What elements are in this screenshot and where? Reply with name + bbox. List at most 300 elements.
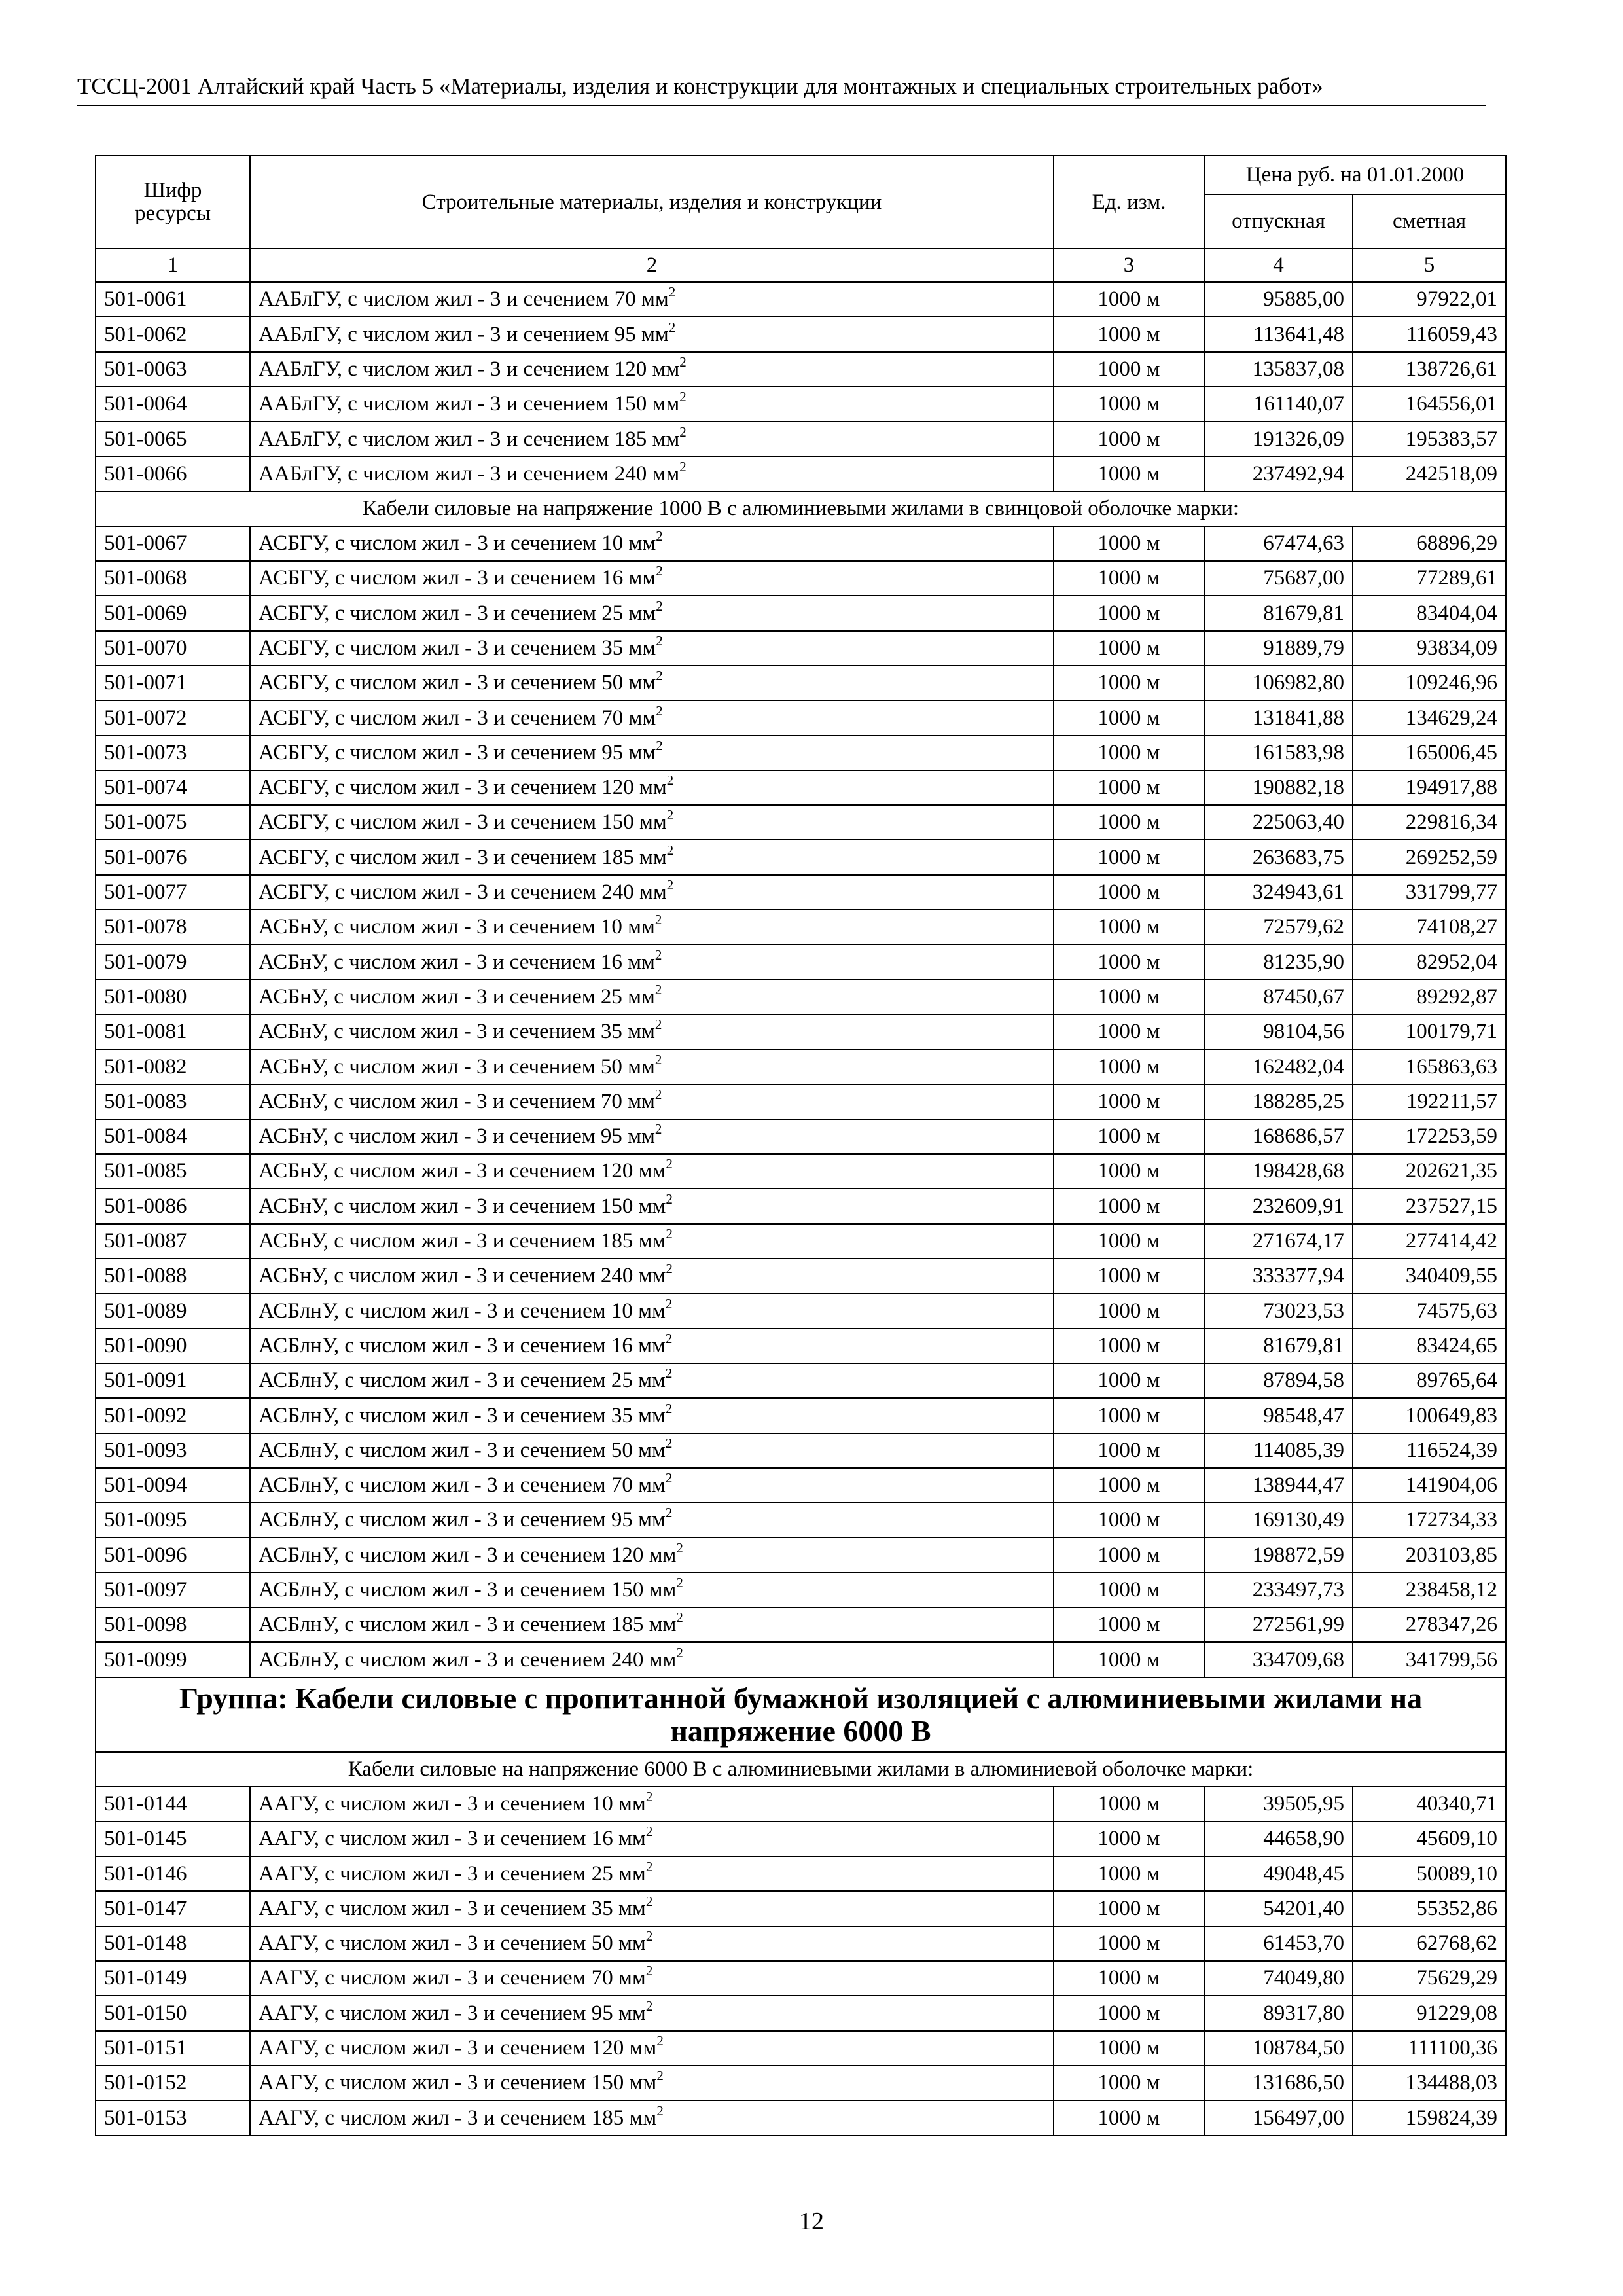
- unit-superscript: 2: [666, 877, 674, 893]
- resource-name: [250, 2031, 1054, 2066]
- table-row: [96, 561, 1506, 596]
- resource-name-text: АСБГУ, с числом жил - 3 и сечением 150 мм: [259, 810, 667, 834]
- estimate-price: 100649,83: [1353, 1398, 1506, 1433]
- table-row: [96, 805, 1506, 840]
- table-row: [96, 1014, 1506, 1049]
- resource-name-text: АСБнУ, с числом жил - 3 и сечением 10 мм: [259, 915, 655, 939]
- resource-name-text: ААБлГУ, с числом жил - 3 и сечением 95 мм: [259, 322, 669, 346]
- unit-superscript: 2: [656, 528, 663, 545]
- estimate-price: 141904,06: [1353, 1468, 1506, 1503]
- unit-of-measure: 1000 м: [1054, 1821, 1204, 1856]
- unit-superscript: 2: [654, 1121, 662, 1138]
- release-price: 271674,17: [1204, 1224, 1353, 1259]
- estimate-price: 229816,34: [1353, 805, 1506, 840]
- resource-code: 501-0090: [96, 1329, 250, 1363]
- estimate-price: 340409,55: [1353, 1259, 1506, 1293]
- unit-superscript: 2: [666, 1226, 673, 1242]
- resource-name: [250, 596, 1054, 630]
- resource-name-text: ААГУ, с числом жил - 3 и сечением 120 мм: [259, 2036, 657, 2060]
- group-heading: Группа: Кабели силовые с пропитанной бумажной изоляцией с алюминиевыми жилами на напряжение 6000 В: [96, 1677, 1506, 1752]
- table-row: [96, 1224, 1506, 1259]
- unit-superscript: 2: [665, 1400, 673, 1416]
- unit-of-measure: 1000 м: [1054, 2100, 1204, 2135]
- resource-name: [250, 1014, 1054, 1049]
- unit-of-measure: 1000 м: [1054, 1503, 1204, 1537]
- unit-superscript: 2: [654, 946, 662, 963]
- resource-name: [250, 387, 1054, 422]
- resource-code: 501-0068: [96, 561, 250, 596]
- estimate-price: 138726,61: [1353, 352, 1506, 387]
- unit-of-measure: 1000 м: [1054, 980, 1204, 1014]
- unit-superscript: 2: [668, 319, 676, 335]
- resource-name-text: ААГУ, с числом жил - 3 и сечением 25 мм: [259, 1861, 646, 1886]
- unit-superscript: 2: [666, 807, 674, 823]
- resource-name-text: АСБлнУ, с числом жил - 3 и сечением 25 мм: [259, 1369, 666, 1393]
- estimate-price: 82952,04: [1353, 944, 1506, 979]
- release-price: 61453,70: [1204, 1926, 1353, 1961]
- table-row: [96, 1996, 1506, 2030]
- release-price: 138944,47: [1204, 1468, 1353, 1503]
- resource-name: [250, 282, 1054, 317]
- table-row: [96, 875, 1506, 910]
- col-number: 2: [250, 249, 1054, 282]
- unit-of-measure: 1000 м: [1054, 631, 1204, 666]
- resource-code: 501-0077: [96, 875, 250, 910]
- table-header: [96, 156, 1506, 282]
- page-header: ТССЦ-2001 Алтайский край Часть 5 «Материалы, изделия и конструкции для монтажных и специальных строительных работ»: [77, 71, 1486, 106]
- resource-code: 501-0069: [96, 596, 250, 630]
- table-row: [96, 2066, 1506, 2100]
- release-price: 54201,40: [1204, 1891, 1353, 1926]
- resource-code: 501-0091: [96, 1363, 250, 1398]
- table-row: [96, 1363, 1506, 1398]
- resource-name-text: АСБлнУ, с числом жил - 3 и сечением 10 мм: [259, 1299, 666, 1323]
- resource-name: [250, 1398, 1054, 1433]
- table-row: [96, 1891, 1506, 1926]
- estimate-price: 242518,09: [1353, 456, 1506, 491]
- estimate-price: 91229,08: [1353, 1996, 1506, 2030]
- resource-name: [250, 456, 1054, 491]
- resource-name: [250, 1891, 1054, 1926]
- resource-code: 501-0074: [96, 770, 250, 805]
- unit-of-measure: 1000 м: [1054, 526, 1204, 561]
- table-row: [96, 282, 1506, 317]
- table-row: [96, 2031, 1506, 2066]
- estimate-price: 100179,71: [1353, 1014, 1506, 1049]
- resource-name-text: ААГУ, с числом жил - 3 и сечением 150 мм: [259, 2071, 657, 2095]
- unit-of-measure: 1000 м: [1054, 1573, 1204, 1607]
- estimate-price: 74108,27: [1353, 910, 1506, 944]
- resource-code: 501-0144: [96, 1787, 250, 1821]
- table-row: [96, 944, 1506, 979]
- release-price: 191326,09: [1204, 422, 1353, 456]
- resource-code: 501-0082: [96, 1049, 250, 1084]
- release-price: 188285,25: [1204, 1085, 1353, 1119]
- unit-superscript: 2: [665, 1435, 673, 1451]
- resource-code: 501-0062: [96, 317, 250, 351]
- unit-of-measure: 1000 м: [1054, 1961, 1204, 1996]
- estimate-price: 111100,36: [1353, 2031, 1506, 2066]
- col-header-name: Строительные материалы, изделия и конструкции: [250, 156, 1054, 249]
- resource-name: [250, 1787, 1054, 1821]
- release-price: 161583,98: [1204, 736, 1353, 770]
- unit-superscript: 2: [679, 389, 687, 405]
- resource-name: [250, 1363, 1054, 1398]
- resource-name: [250, 2066, 1054, 2100]
- unit-of-measure: 1000 м: [1054, 1537, 1204, 1572]
- resource-name: [250, 1085, 1054, 1119]
- release-price: 334709,68: [1204, 1642, 1353, 1677]
- estimate-price: 50089,10: [1353, 1856, 1506, 1891]
- unit-superscript: 2: [645, 1858, 653, 1874]
- estimate-price: 134629,24: [1353, 700, 1506, 735]
- unit-superscript: 2: [679, 458, 687, 475]
- release-price: 131841,88: [1204, 700, 1353, 735]
- estimate-price: 83404,04: [1353, 596, 1506, 630]
- unit-of-measure: 1000 м: [1054, 1468, 1204, 1503]
- resource-code: 501-0071: [96, 666, 250, 700]
- resource-name-text: АСБГУ, с числом жил - 3 и сечением 16 мм: [259, 566, 656, 590]
- resource-name-text: АСБГУ, с числом жил - 3 и сечением 10 мм: [259, 531, 656, 556]
- resource-code: 501-0096: [96, 1537, 250, 1572]
- release-price: 198428,68: [1204, 1154, 1353, 1189]
- unit-of-measure: 1000 м: [1054, 282, 1204, 317]
- resource-name-text: ААБлГУ, с числом жил - 3 и сечением 120 мм: [259, 357, 680, 381]
- unit-of-measure: 1000 м: [1054, 666, 1204, 700]
- resource-name-text: ААГУ, с числом жил - 3 и сечением 35 мм: [259, 1896, 646, 1920]
- table-row: [96, 1433, 1506, 1468]
- resource-name-text: ААГУ, с числом жил - 3 и сечением 70 мм: [259, 1966, 646, 1990]
- resource-name: [250, 770, 1054, 805]
- release-price: 162482,04: [1204, 1049, 1353, 1084]
- col-header-code: Шифр ресурсы: [96, 156, 250, 249]
- resource-price-table: [95, 155, 1507, 2136]
- resource-name: [250, 317, 1054, 351]
- resource-name-text: АСБнУ, с числом жил - 3 и сечением 35 мм: [259, 1020, 655, 1044]
- resource-code: 501-0151: [96, 2031, 250, 2066]
- estimate-price: 237527,15: [1353, 1189, 1506, 1223]
- table-row: [96, 1398, 1506, 1433]
- resource-code: 501-0098: [96, 1607, 250, 1642]
- resource-name: [250, 1926, 1054, 1961]
- table-row: [96, 736, 1506, 770]
- release-price: 75687,00: [1204, 561, 1353, 596]
- resource-code: 501-0079: [96, 944, 250, 979]
- release-price: 89317,80: [1204, 1996, 1353, 2030]
- resource-name: [250, 2100, 1054, 2135]
- resource-name-text: АСБнУ, с числом жил - 3 и сечением 150 мм: [259, 1194, 666, 1218]
- estimate-price: 165006,45: [1353, 736, 1506, 770]
- col-number: 3: [1054, 249, 1204, 282]
- subsection-heading-row: [96, 492, 1506, 526]
- table-row: [96, 1085, 1506, 1119]
- unit-superscript: 2: [679, 423, 687, 440]
- resource-code: 501-0078: [96, 910, 250, 944]
- unit-of-measure: 1000 м: [1054, 910, 1204, 944]
- unit-of-measure: 1000 м: [1054, 1119, 1204, 1154]
- release-price: 161140,07: [1204, 387, 1353, 422]
- resource-name: [250, 875, 1054, 910]
- resource-code: 501-0093: [96, 1433, 250, 1468]
- page-number: 12: [799, 2208, 824, 2235]
- estimate-price: 203103,85: [1353, 1537, 1506, 1572]
- unit-superscript: 2: [666, 1156, 673, 1172]
- resource-name-text: АСБнУ, с числом жил - 3 и сечением 95 мм: [259, 1124, 655, 1149]
- unit-of-measure: 1000 м: [1054, 875, 1204, 910]
- unit-superscript: 2: [656, 668, 663, 684]
- subsection-heading-row: [96, 1752, 1506, 1787]
- resource-code: 501-0089: [96, 1293, 250, 1328]
- estimate-price: 74575,63: [1353, 1293, 1506, 1328]
- resource-name-text: АСБГУ, с числом жил - 3 и сечением 120 мм: [259, 776, 667, 800]
- resource-name: [250, 1996, 1054, 2030]
- estimate-price: 195383,57: [1353, 422, 1506, 456]
- resource-name: [250, 1503, 1054, 1537]
- unit-superscript: 2: [654, 1016, 662, 1033]
- unit-superscript: 2: [656, 2102, 664, 2119]
- table-row: [96, 1119, 1506, 1154]
- unit-of-measure: 1000 м: [1054, 736, 1204, 770]
- release-price: 225063,40: [1204, 805, 1353, 840]
- resource-name-text: АСБГУ, с числом жил - 3 и сечением 35 мм: [259, 636, 656, 660]
- unit-of-measure: 1000 м: [1054, 840, 1204, 874]
- resource-name-text: ААГУ, с числом жил - 3 и сечением 10 мм: [259, 1791, 646, 1816]
- resource-name: [250, 1821, 1054, 1856]
- resource-name: [250, 840, 1054, 874]
- resource-name-text: АСБлнУ, с числом жил - 3 и сечением 95 мм: [259, 1508, 666, 1532]
- estimate-price: 165863,63: [1353, 1049, 1506, 1084]
- estimate-price: 109246,96: [1353, 666, 1506, 700]
- release-price: 44658,90: [1204, 1821, 1353, 1856]
- release-price: 169130,49: [1204, 1503, 1353, 1537]
- table-row: [96, 1503, 1506, 1537]
- release-price: 72579,62: [1204, 910, 1353, 944]
- unit-superscript: 2: [656, 737, 663, 753]
- release-price: 333377,94: [1204, 1259, 1353, 1293]
- unit-superscript: 2: [656, 2068, 664, 2084]
- unit-superscript: 2: [654, 1051, 662, 1067]
- table-row: [96, 700, 1506, 735]
- estimate-price: 331799,77: [1353, 875, 1506, 910]
- unit-of-measure: 1000 м: [1054, 1433, 1204, 1468]
- resource-code: 501-0087: [96, 1224, 250, 1259]
- unit-superscript: 2: [676, 1644, 683, 1660]
- resource-name-text: ААГУ, с числом жил - 3 и сечением 185 мм: [259, 2106, 657, 2130]
- unit-of-measure: 1000 м: [1054, 561, 1204, 596]
- resource-code: 501-0092: [96, 1398, 250, 1433]
- resource-name-text: АСБнУ, с числом жил - 3 и сечением 25 мм: [259, 984, 655, 1009]
- unit-superscript: 2: [656, 598, 663, 614]
- unit-superscript: 2: [645, 1893, 653, 1909]
- release-price: 67474,63: [1204, 526, 1353, 561]
- table-row: [96, 666, 1506, 700]
- unit-of-measure: 1000 м: [1054, 1926, 1204, 1961]
- table-row: [96, 596, 1506, 630]
- release-price: 87450,67: [1204, 980, 1353, 1014]
- resource-name-text: АСБГУ, с числом жил - 3 и сечением 50 мм: [259, 671, 656, 695]
- table-row: [96, 352, 1506, 387]
- unit-superscript: 2: [668, 284, 676, 300]
- estimate-price: 192211,57: [1353, 1085, 1506, 1119]
- release-price: 95885,00: [1204, 282, 1353, 317]
- unit-superscript: 2: [645, 1823, 653, 1840]
- unit-superscript: 2: [665, 1295, 673, 1312]
- resource-code: 501-0145: [96, 1821, 250, 1856]
- unit-of-measure: 1000 м: [1054, 1154, 1204, 1189]
- resource-name-text: ААБлГУ, с числом жил - 3 и сечением 240 мм: [259, 461, 680, 486]
- release-price: 98548,47: [1204, 1398, 1353, 1433]
- release-price: 131686,50: [1204, 2066, 1353, 2100]
- unit-of-measure: 1000 м: [1054, 2066, 1204, 2100]
- estimate-price: 40340,71: [1353, 1787, 1506, 1821]
- resource-name-text: АСБлнУ, с числом жил - 3 и сечением 240 мм: [259, 1647, 677, 1672]
- estimate-price: 194917,88: [1353, 770, 1506, 805]
- unit-of-measure: 1000 м: [1054, 317, 1204, 351]
- resource-name: [250, 910, 1054, 944]
- table-row: [96, 1049, 1506, 1084]
- resource-code: 501-0149: [96, 1961, 250, 1996]
- resource-name: [250, 1259, 1054, 1293]
- unit-superscript: 2: [645, 1998, 653, 2014]
- resource-name-text: АСБнУ, с числом жил - 3 и сечением 16 мм: [259, 950, 655, 974]
- resource-name: [250, 352, 1054, 387]
- resource-name-text: ААБлГУ, с числом жил - 3 и сечением 185 мм: [259, 427, 680, 451]
- unit-of-measure: 1000 м: [1054, 1642, 1204, 1677]
- resource-code: 501-0063: [96, 352, 250, 387]
- resource-code: 501-0085: [96, 1154, 250, 1189]
- resource-name: [250, 561, 1054, 596]
- resource-name: [250, 1189, 1054, 1223]
- resource-name-text: АСБлнУ, с числом жил - 3 и сечением 50 мм: [259, 1438, 666, 1462]
- unit-superscript: 2: [656, 563, 663, 579]
- resource-code: 501-0073: [96, 736, 250, 770]
- resource-name: [250, 1293, 1054, 1328]
- unit-of-measure: 1000 м: [1054, 387, 1204, 422]
- resource-name: [250, 526, 1054, 561]
- resource-name-text: АСБГУ, с числом жил - 3 и сечением 240 мм: [259, 880, 667, 905]
- unit-of-measure: 1000 м: [1054, 422, 1204, 456]
- unit-superscript: 2: [665, 1330, 673, 1346]
- resource-name-text: АСБГУ, с числом жил - 3 и сечением 25 мм: [259, 601, 656, 625]
- resource-name-text: АСБнУ, с числом жил - 3 и сечением 185 мм: [259, 1229, 666, 1253]
- unit-superscript: 2: [665, 1505, 673, 1521]
- resource-code: 501-0148: [96, 1926, 250, 1961]
- resource-name: [250, 1573, 1054, 1607]
- release-price: 237492,94: [1204, 456, 1353, 491]
- unit-of-measure: 1000 м: [1054, 1856, 1204, 1891]
- resource-code: 501-0088: [96, 1259, 250, 1293]
- unit-superscript: 2: [654, 1086, 662, 1102]
- estimate-price: 164556,01: [1353, 387, 1506, 422]
- resource-name-text: АСБнУ, с числом жил - 3 и сечением 50 мм: [259, 1054, 655, 1079]
- estimate-price: 89765,64: [1353, 1363, 1506, 1398]
- unit-superscript: 2: [666, 1261, 673, 1277]
- estimate-price: 159824,39: [1353, 2100, 1506, 2135]
- unit-of-measure: 1000 м: [1054, 1996, 1204, 2030]
- release-price: 87894,58: [1204, 1363, 1353, 1398]
- table-row: [96, 1573, 1506, 1607]
- resource-code: 501-0152: [96, 2066, 250, 2100]
- estimate-price: 62768,62: [1353, 1926, 1506, 1961]
- resource-name-text: АСБнУ, с числом жил - 3 и сечением 240 мм: [259, 1264, 666, 1288]
- resource-name: [250, 1049, 1054, 1084]
- unit-of-measure: 1000 м: [1054, 1398, 1204, 1433]
- unit-of-measure: 1000 м: [1054, 944, 1204, 979]
- resource-name-text: ААБлГУ, с числом жил - 3 и сечением 70 мм: [259, 287, 669, 312]
- resource-name-text: АСБлнУ, с числом жил - 3 и сечением 185 мм: [259, 1613, 677, 1637]
- unit-of-measure: 1000 м: [1054, 1787, 1204, 1821]
- unit-superscript: 2: [656, 702, 663, 719]
- release-price: 190882,18: [1204, 770, 1353, 805]
- release-price: 108784,50: [1204, 2031, 1353, 2066]
- estimate-price: 202621,35: [1353, 1154, 1506, 1189]
- release-price: 168686,57: [1204, 1119, 1353, 1154]
- resource-name: [250, 1856, 1054, 1891]
- unit-of-measure: 1000 м: [1054, 1891, 1204, 1926]
- resource-code: 501-0075: [96, 805, 250, 840]
- unit-superscript: 2: [654, 981, 662, 997]
- resource-code: 501-0086: [96, 1189, 250, 1223]
- resource-name-text: АСБлнУ, с числом жил - 3 и сечением 150 мм: [259, 1578, 677, 1602]
- subsection-heading: Кабели силовые на напряжение 6000 В с алюминиевыми жилами в алюминиевой оболочке марки:: [96, 1752, 1506, 1787]
- estimate-price: 278347,26: [1353, 1607, 1506, 1642]
- estimate-price: 77289,61: [1353, 561, 1506, 596]
- unit-of-measure: 1000 м: [1054, 700, 1204, 735]
- resource-name: [250, 1154, 1054, 1189]
- unit-of-measure: 1000 м: [1054, 1259, 1204, 1293]
- resource-name: [250, 1329, 1054, 1363]
- resource-name: [250, 1642, 1054, 1677]
- resource-name: [250, 736, 1054, 770]
- resource-code: 501-0094: [96, 1468, 250, 1503]
- release-price: 156497,00: [1204, 2100, 1353, 2135]
- table-row: [96, 1537, 1506, 1572]
- table-row: [96, 1607, 1506, 1642]
- unit-superscript: 2: [645, 1928, 653, 1945]
- unit-superscript: 2: [676, 1609, 683, 1626]
- unit-of-measure: 1000 м: [1054, 1014, 1204, 1049]
- resource-name: [250, 422, 1054, 456]
- table-row: [96, 1468, 1506, 1503]
- resource-code: 501-0146: [96, 1856, 250, 1891]
- table-body: [96, 282, 1506, 2136]
- unit-superscript: 2: [645, 1963, 653, 1979]
- table-row: [96, 1293, 1506, 1328]
- table-row: [96, 1642, 1506, 1677]
- resource-code: 501-0076: [96, 840, 250, 874]
- release-price: 81679,81: [1204, 596, 1353, 630]
- resource-code: 501-0072: [96, 700, 250, 735]
- unit-of-measure: 1000 м: [1054, 1224, 1204, 1259]
- resource-code: 501-0065: [96, 422, 250, 456]
- estimate-price: 97922,01: [1353, 282, 1506, 317]
- resource-name-text: АСБГУ, с числом жил - 3 и сечением 185 мм: [259, 845, 667, 869]
- resource-name-text: ААГУ, с числом жил - 3 и сечением 50 мм: [259, 1931, 646, 1956]
- release-price: 263683,75: [1204, 840, 1353, 874]
- estimate-price: 172734,33: [1353, 1503, 1506, 1537]
- table-row: [96, 1189, 1506, 1223]
- release-price: 98104,56: [1204, 1014, 1353, 1049]
- table-row: [96, 980, 1506, 1014]
- col-header-estimate-price: сметная: [1353, 194, 1506, 249]
- unit-of-measure: 1000 м: [1054, 456, 1204, 491]
- unit-superscript: 2: [665, 1470, 673, 1486]
- unit-of-measure: 1000 м: [1054, 805, 1204, 840]
- unit-superscript: 2: [656, 2032, 664, 2049]
- estimate-price: 83424,65: [1353, 1329, 1506, 1363]
- release-price: 74049,80: [1204, 1961, 1353, 1996]
- estimate-price: 45609,10: [1353, 1821, 1506, 1856]
